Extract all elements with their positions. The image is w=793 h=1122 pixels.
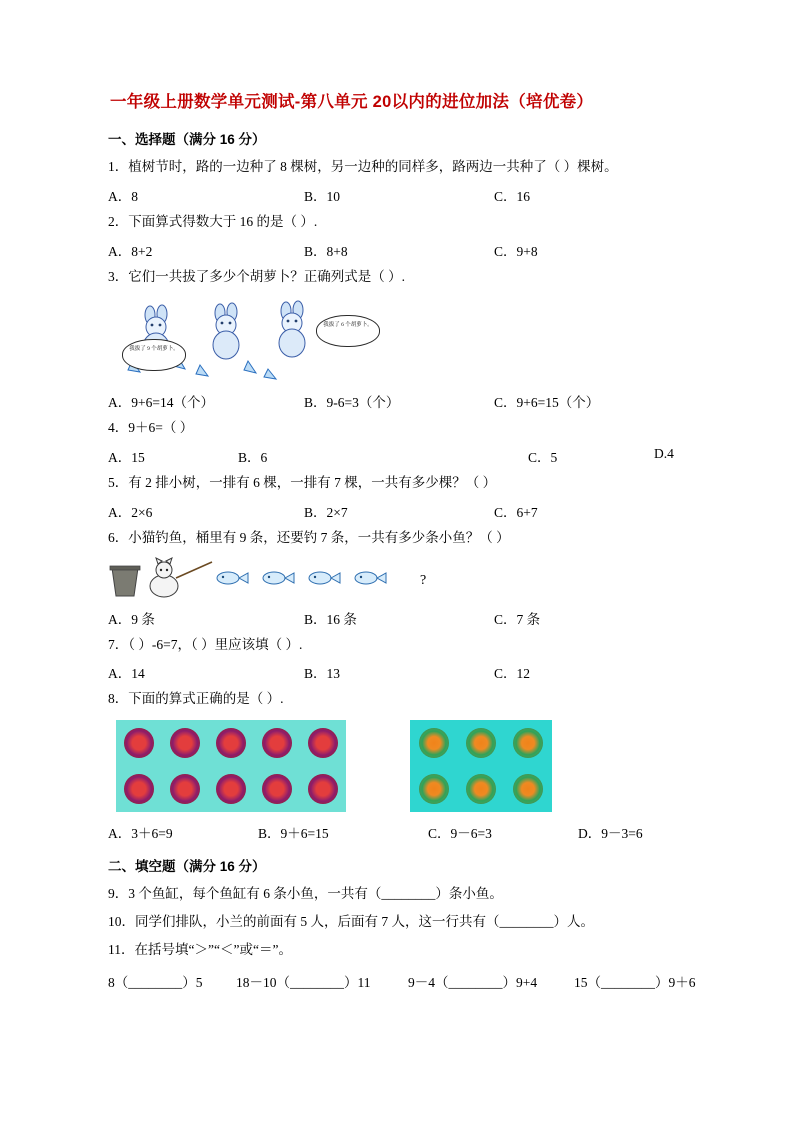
question-9-number: 9． [108, 886, 129, 902]
question-5-options [108, 501, 731, 520]
option-d[interactable]: D.4 [654, 445, 674, 461]
question-2 [108, 212, 731, 233]
option-c[interactable]: C．9+8 [494, 243, 538, 259]
option-a[interactable]: A．15 [108, 449, 145, 465]
question-7-text: （ ）-6=7，（ ）里应该填（ ）. [128, 636, 303, 652]
question-3 [108, 267, 731, 288]
speech-bubble-left: 我拔了 9 个胡萝卜。 [122, 339, 186, 371]
cat-fishing-illustration [108, 556, 498, 600]
fill-item-2[interactable]: 18－10（________）11 [236, 975, 371, 991]
question-4-options [108, 446, 731, 465]
question-3-text: 它们一共拔了多少个胡萝卜？正确列式是（ ）. [128, 268, 405, 284]
ball-red [308, 774, 338, 804]
question-5-number: 5． [108, 474, 129, 490]
question-1-text: 植树节时，路的一边种了 8 棵树，另一边种的同样多，路两边一共种了（ ）棵树。 [128, 159, 618, 174]
option-a[interactable]: A．8+2 [108, 243, 153, 259]
question-10 [108, 912, 731, 933]
ball-red [262, 774, 292, 804]
question-1 [108, 157, 731, 178]
question-7 [108, 635, 731, 656]
ball-orange [419, 728, 449, 758]
option-a[interactable]: A．14 [108, 666, 145, 682]
question-11-text: 在括号填“＞”“＜”或“＝”。 [134, 942, 292, 958]
option-a[interactable]: A．2×6 [108, 504, 153, 520]
option-a[interactable]: A．3＋6=9 [108, 826, 173, 842]
option-d[interactable]: D．9－3=6 [578, 826, 643, 842]
option-b[interactable]: B．10 [304, 188, 341, 204]
question-9 [108, 884, 731, 905]
question-4-number: 4． [108, 419, 129, 435]
fill-item-4[interactable]: 15（________）9＋6 [574, 975, 696, 991]
section-heading-fill: 二、填空题（满分 16 分） [108, 859, 266, 875]
ball-red [216, 728, 246, 758]
fill-item-3[interactable]: 9－4（________）9+4 [408, 975, 538, 991]
option-a[interactable]: A．9+6=14（个） [108, 394, 214, 410]
question-5 [108, 473, 731, 494]
question-6-text: 小猫钓鱼，桶里有 9 条，还要钓 7 条，一共有多少条小鱼？（ ） [128, 529, 510, 545]
question-2-number: 2． [108, 213, 129, 229]
option-c[interactable]: C．16 [494, 188, 531, 204]
question-11 [108, 940, 731, 961]
section-heading-choice: 一、选择题（满分 16 分） [108, 132, 266, 147]
ball-orange [419, 774, 449, 804]
fishing-question-mark: ? [420, 572, 427, 588]
question-8-text: 下面的算式正确的是（ ）. [128, 691, 284, 707]
ball-orange [466, 774, 496, 804]
question-4 [108, 418, 731, 439]
ball-orange [466, 728, 496, 758]
ball-orange [513, 728, 543, 758]
question-6-number: 6． [108, 529, 129, 545]
question-4-text: 9＋6=（ ） [128, 419, 194, 435]
option-c[interactable]: C．9－6=3 [428, 826, 492, 842]
option-c[interactable]: C．5 [528, 449, 558, 465]
question-11-answer-row [108, 971, 731, 993]
ball-red [124, 728, 154, 758]
question-8-number: 8． [108, 691, 129, 707]
option-c[interactable]: C．12 [494, 666, 531, 682]
question-6-options [108, 608, 731, 627]
option-a[interactable]: A．8 [108, 188, 138, 204]
option-b[interactable]: B．9＋6=15 [258, 826, 329, 842]
ball-panel-red [116, 720, 346, 812]
ball-red [216, 774, 246, 804]
question-2-options [108, 240, 731, 259]
option-b[interactable]: B．8+8 [304, 243, 348, 259]
ball-red [308, 728, 338, 758]
question-10-number: 10． [108, 914, 135, 930]
question-1-number: 1． [108, 159, 129, 174]
ball-red [170, 728, 200, 758]
option-c[interactable]: C．7 条 [494, 611, 541, 627]
question-1-options [108, 185, 731, 204]
option-a[interactable]: A．9 条 [108, 611, 155, 627]
ball-red [170, 774, 200, 804]
ball-panel-orange [410, 720, 552, 812]
question-7-options [108, 662, 731, 681]
ball-red [262, 728, 292, 758]
question-6 [108, 528, 731, 549]
question-11-number: 11． [108, 942, 135, 958]
question-10-text: 同学们排队，小兰的前面有 5 人，后面有 7 人，这一行共有（________）人。 [135, 914, 594, 930]
ball-red [124, 774, 154, 804]
figure-balls [116, 720, 731, 812]
option-b[interactable]: B．2×7 [304, 504, 348, 520]
question-3-options [108, 391, 731, 410]
page-title: 一年级上册数学单元测试-第八单元 20以内的进位加法（培优卷） [110, 93, 594, 111]
option-b[interactable]: B．9-6=3（个） [304, 394, 400, 410]
ball-orange [513, 774, 543, 804]
figure-carrot-rabbits [108, 295, 731, 383]
fill-item-1[interactable]: 8（________）5 [108, 975, 203, 991]
option-c[interactable]: C．9+6=15（个） [494, 394, 600, 410]
option-b[interactable]: B．16 条 [304, 611, 357, 627]
question-5-text: 有 2 排小树，一排有 6 棵，一排有 7 棵，一共有多少棵？（ ） [128, 474, 497, 490]
question-8-options [108, 822, 731, 841]
option-b[interactable]: B．6 [238, 449, 268, 465]
question-8 [108, 689, 731, 710]
question-3-number: 3． [108, 268, 129, 284]
question-2-text: 下面算式得数大于 16 的是（ ）. [128, 213, 318, 229]
question-7-number: 7． [108, 636, 129, 652]
speech-bubble-right: 我拔了 6 个胡萝卜。 [316, 315, 380, 347]
option-c[interactable]: C．6+7 [494, 504, 538, 520]
option-b[interactable]: B．13 [304, 666, 341, 682]
question-9-text: 3 个鱼缸，每个鱼缸有 6 条小鱼，一共有（________）条小鱼。 [128, 886, 503, 902]
figure-cat-fishing [108, 556, 731, 600]
